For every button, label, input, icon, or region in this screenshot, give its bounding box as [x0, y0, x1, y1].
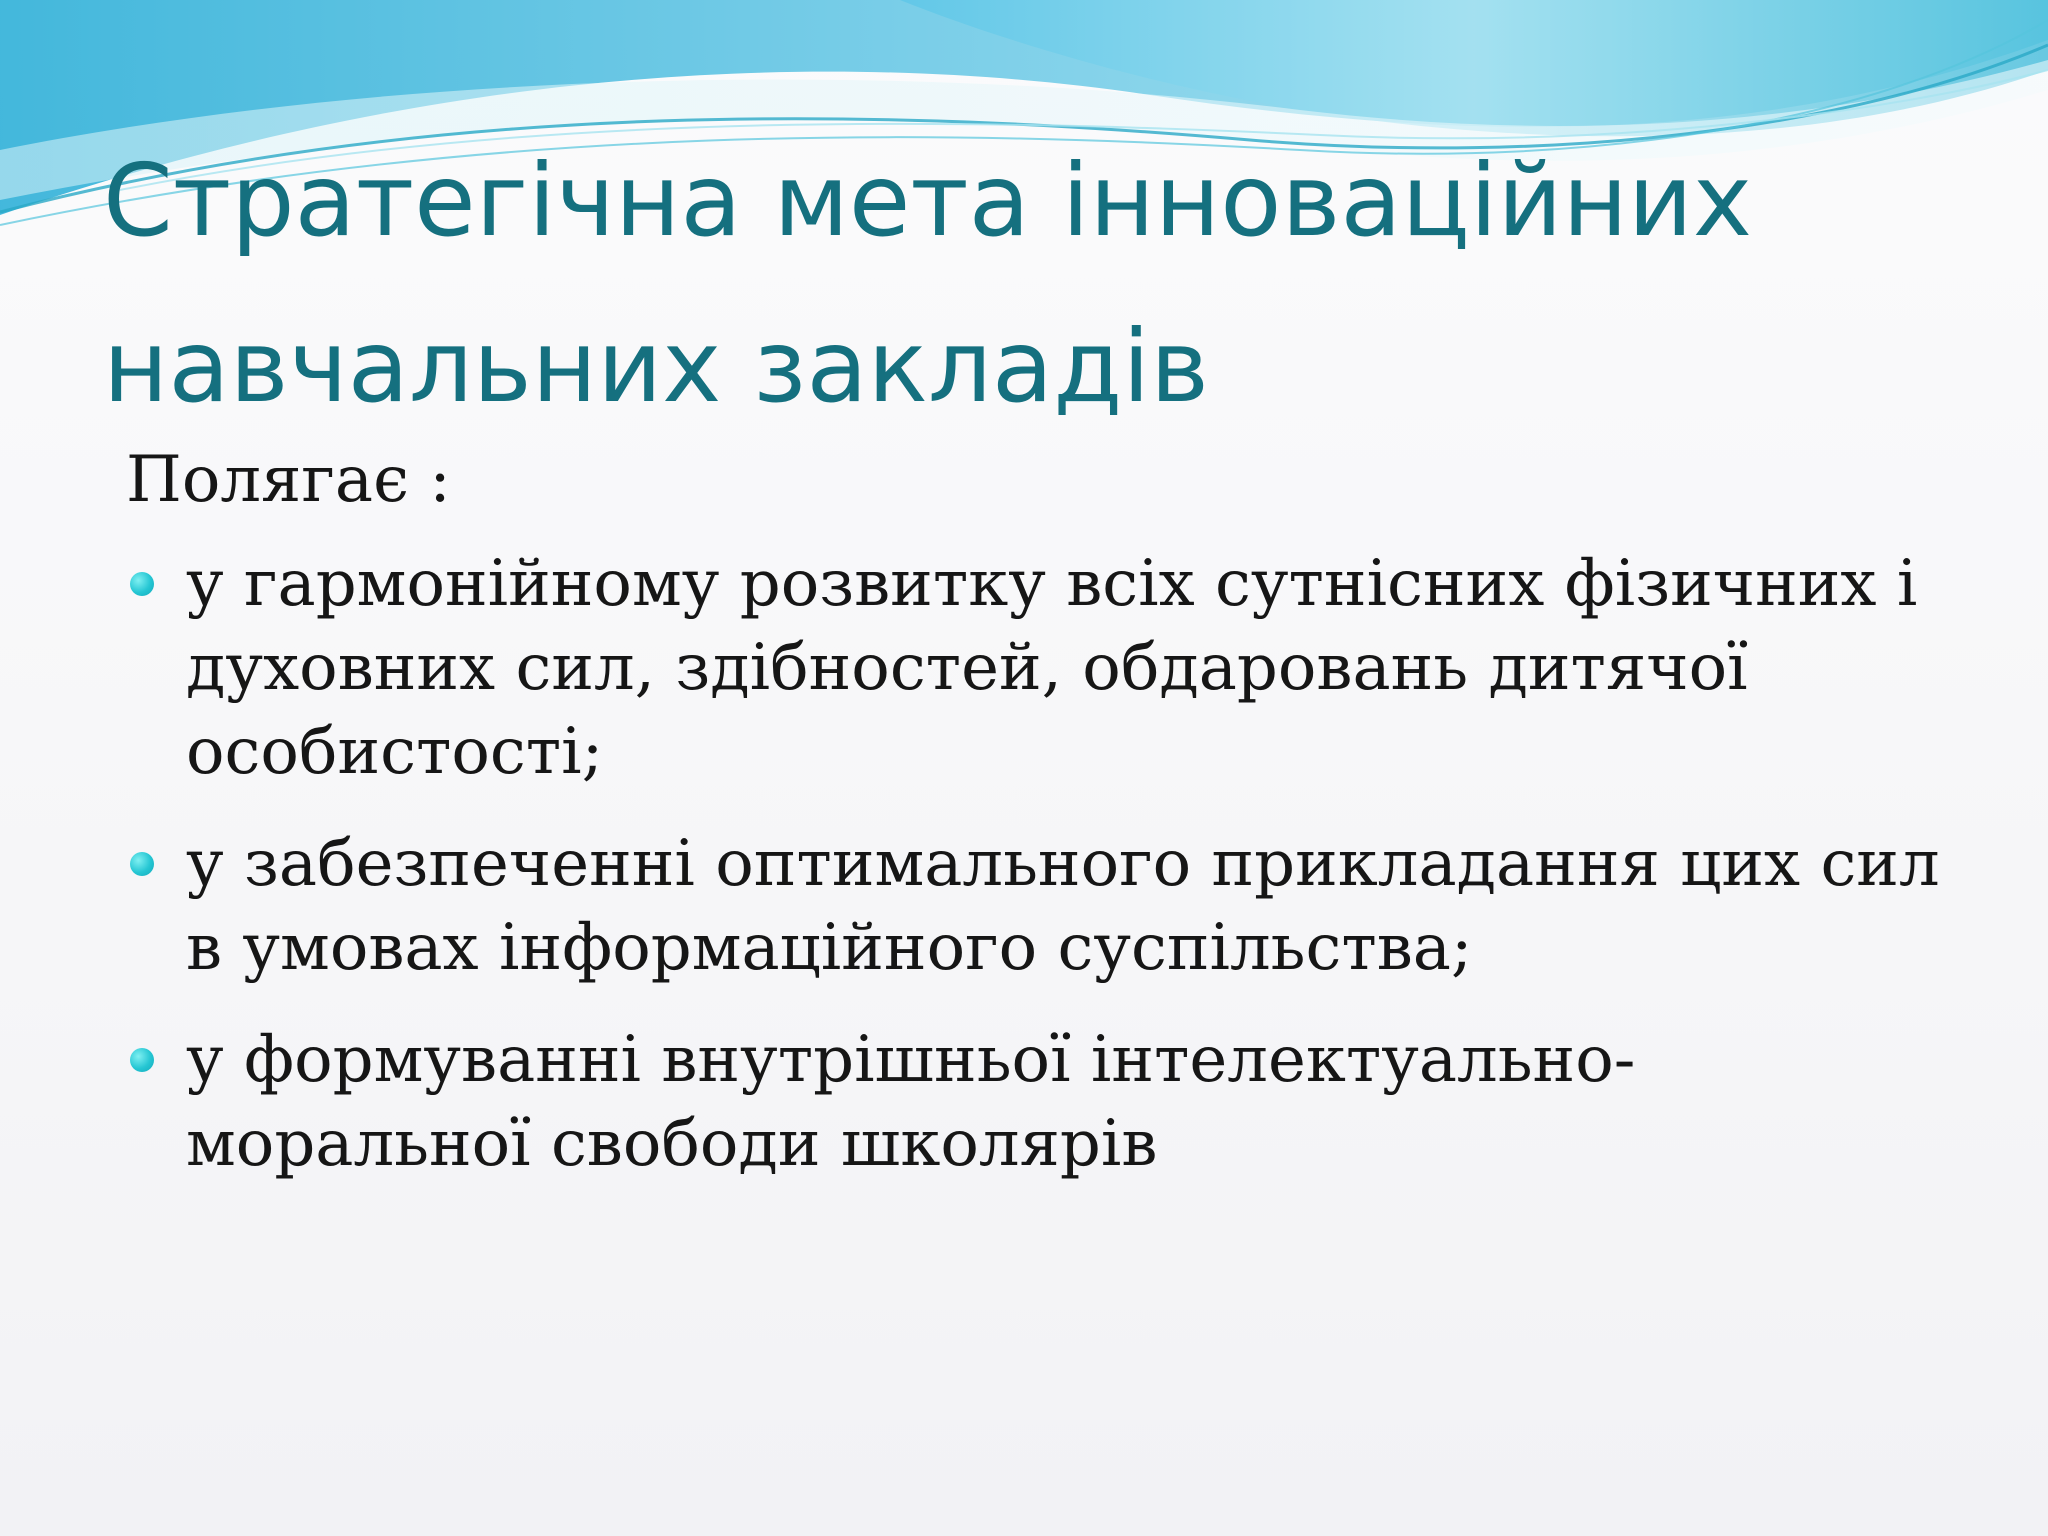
bullet-dot-icon — [130, 572, 154, 596]
bullet-list — [122, 542, 1952, 1186]
bullet-text: у гармонійному розвитку всіх сутнісних фізичних і духовних сил, здібностей, обдаровань дитячої особистості; — [186, 547, 1918, 789]
lead-text: Полягає : — [126, 443, 451, 517]
bullet-item — [122, 1018, 1952, 1186]
slide-body — [122, 440, 1952, 1214]
bullet-dot-icon — [130, 852, 154, 876]
bullet-text: у забезпеченні оптимального прикладання цих сил в умовах інформаційного суспільства; — [186, 827, 1940, 985]
slide-title: Стратегічна мета інноваційних навчальних закладів — [103, 142, 1753, 425]
bullet-item — [122, 542, 1952, 794]
bullet-dot-icon — [130, 1048, 154, 1072]
bullet-text: у формуванні внутрішньої інтелектуально-моральної свободи школярів — [186, 1023, 1636, 1181]
bullet-item — [122, 822, 1952, 990]
